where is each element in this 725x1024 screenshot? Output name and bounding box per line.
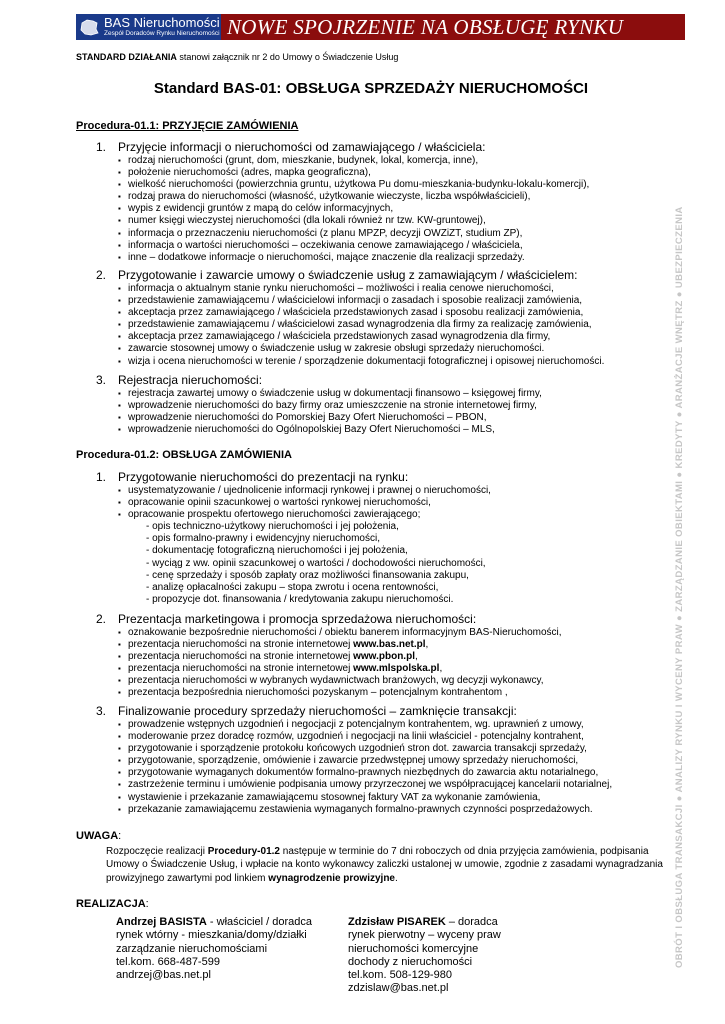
list-item: ▪ inne – dodatkowe informacje o nieruchomości, mające znaczenie dla realizacji sprzedaży. bbox=[118, 251, 525, 263]
sub-list-item: - opis techniczno-użytkowy nieruchomości i jej położenia, bbox=[146, 521, 399, 533]
list-item: ▪ wprowadzenie nieruchomości do Ogólnopolskiej Bazy Ofert Nieruchomości – MLS, bbox=[118, 424, 495, 436]
list-item: ▪ wprowadzenie nieruchomości do bazy firmy oraz umieszczenie na stronie internetowej firmy, bbox=[118, 400, 537, 412]
list-item: ▪ wypis z ewidencji gruntów z mapą do celów informacyjnych, bbox=[118, 203, 394, 215]
section-heading: 3. Rejestracja nieruchomości: bbox=[96, 373, 263, 387]
sub-list-item: - propozycje dot. finansowania / kredytowania zakupu nieruchomości. bbox=[146, 593, 454, 605]
side-service-list: OBRÓT I OBSŁUGA TRANSAKCJI ● ANALIZY RYNKU I WYCENY PRAW ● ZARZĄDZANIE OBIEKTAMI ● KREDYTY ● ARANŻACJE WNĘTRZ ● UBEZPIECZENIA bbox=[674, 206, 685, 968]
list-item: ▪ oznakowanie bezpośrednie nieruchomości / obiektu banerem informacyjnym BAS-Nieruchomości, bbox=[118, 627, 562, 638]
section-heading: 2. Przygotowanie i zawarcie umowy o świadczenie usług z zamawiającym / właścicielem: bbox=[96, 268, 578, 282]
note-text: Rozpoczęcie realizacji Procedury-01.2 następuje w terminie do 7 dni roboczych od dnia przyjęcia zamówienia, podpisania Umowy o Świadczenie Usług, i wpłacie na konto wykonawcy zaliczki ustalonej w umowie, zgodnie z zasadami wynagradzania prowizyjnego zawartymi pod linkiem wynagrodzenie prowizyjne. bbox=[106, 846, 663, 884]
contact-line: zarządzanie nieruchomościami bbox=[116, 942, 268, 955]
bullet-list bbox=[118, 155, 676, 264]
list-item: ▪ przedstawienie zamawiającemu / właścicielowi zasad wynagrodzenia dla firmy za realizację zamówienia, bbox=[118, 319, 592, 331]
contact-phone[interactable]: tel.kom. 668-487-599 bbox=[116, 955, 220, 968]
header-banner bbox=[76, 14, 685, 40]
proc2-section-3 bbox=[96, 704, 676, 816]
contact-card-basista bbox=[116, 916, 312, 982]
list-item: ▪ położenie nieruchomości (adres, mapka geograficzna), bbox=[118, 167, 371, 179]
list-item: ▪ prezentacja bezpośrednia nieruchomości pozyskanym – potencjalnym kontrahentom , bbox=[118, 687, 508, 699]
list-item: ▪ przygotowanie i sporządzenie protokołu końcowych uzgodnień stron dot. zawarcia transakcji sprzedaży, bbox=[118, 743, 587, 755]
doc-note-bold: STANDARD DZIAŁANIA bbox=[76, 52, 177, 62]
page-title: Standard BAS-01: OBSŁUGA SPRZEDAŻY NIERUCHOMOŚCI bbox=[153, 80, 589, 97]
sub-list bbox=[136, 521, 676, 606]
logo[interactable] bbox=[76, 14, 221, 40]
list-item: ▪ prezentacja nieruchomości w wybranych wydawnictwach branżowych, wg decyzji wykonawcy, bbox=[118, 675, 544, 687]
contact-card-pisarek bbox=[348, 916, 501, 996]
bullet-list bbox=[118, 627, 676, 700]
list-item: ▪ wprowadzenie nieruchomości do Pomorskiej Bazy Ofert Nieruchomości – PBON, bbox=[118, 412, 487, 424]
list-item: ▪ zastrzeżenie terminu i umówienie podpisania umowy przyrzeczonej we współpracującej kancelarii notarialnej, bbox=[118, 779, 613, 791]
section-heading: 1. Przyjęcie informacji o nieruchomości od zamawiającego / właściciela: bbox=[96, 140, 486, 154]
sub-list-item: - wyciąg z ww. opinii szacunkowej o wartości / dochodowości nieruchomości, bbox=[146, 557, 486, 569]
procedure-1-title: Procedura-01.1: PRZYJĘCIE ZAMÓWIENIA bbox=[76, 120, 299, 132]
list-item: ▪ wielkość nieruchomości (powierzchnia gruntu, użytkowa Pu domu-mieszkania-budynku-lokalu-komercji), bbox=[118, 179, 590, 191]
sub-list-item: - cenę sprzedaży i sposób zapłaty oraz możliwości finansowania zakupu, bbox=[146, 569, 469, 581]
section-heading: 2. Prezentacja marketingowa i promocja sprzedażowa nieruchomości: bbox=[96, 612, 477, 626]
procedure-2-title: Procedura-01.2: OBSŁUGA ZAMÓWIENIA bbox=[76, 449, 292, 461]
list-item: ▪ prezentacja nieruchomości na stronie internetowej www.mlspolska.pl, bbox=[118, 663, 443, 675]
contact-line: rynek pierwotny – wyceny praw bbox=[348, 929, 501, 942]
list-item: ▪ prowadzenie wstępnych uzgodnień i negocjacji z potencjalnym kontrahentem, wg. uprawnień z umowy, bbox=[118, 719, 584, 730]
list-item: ▪ informacja o wartości nieruchomości – oczekiwania cenowe zamawiającego / właściciela, bbox=[118, 239, 523, 251]
sub-list-item: - opis formalno-prawny i ewidencyjny nieruchomości, bbox=[146, 533, 380, 545]
list-item: ▪ przygotowanie, sporządzenie, omówienie i zawarcie przedwstępnej umowy sprzedaży nieruchomości, bbox=[118, 755, 579, 767]
sub-list-item: - analizę opłacalności zakupu – stopa zwrotu i ocena rentowności, bbox=[146, 581, 439, 593]
contact-line: dochody z nieruchomości bbox=[348, 955, 473, 968]
logo-title: BAS Nieruchomości bbox=[104, 15, 220, 30]
list-item: ▪ prezentacja nieruchomości na stronie internetowej www.bas.net.pl, bbox=[118, 639, 429, 651]
list-item: ▪ rejestracja zawartej umowy o świadczenie usług w dokumentacji finansowo – księgowej firmy, bbox=[118, 388, 542, 399]
list-item: ▪ rodzaj nieruchomości (grunt, dom, mieszkanie, budynek, lokal, komercja, inne), bbox=[118, 155, 479, 166]
commission-link[interactable]: wynagrodzenie prowizyjne bbox=[268, 872, 395, 884]
document-note bbox=[76, 52, 398, 62]
list-item: ▪ informacja o aktualnym stanie rynku nieruchomości – możliwości i realia cenowe nieruchomości, bbox=[118, 283, 554, 294]
list-item: ▪ zawarcie stosownej umowy o świadczenie usług w zakresie obsługi sprzedaży nieruchomości. bbox=[118, 343, 545, 355]
website-link[interactable]: www.mlspolska.pl bbox=[353, 663, 440, 675]
list-item: ▪ wizja i ocena nieruchomości w terenie / sporządzenie dokumentacji fotograficznej i opisowej nieruchomości. bbox=[118, 355, 605, 367]
list-item: ▪ numer księgi wieczystej nieruchomości (dla lokali również nr tzw. KW-gruntowej), bbox=[118, 215, 486, 227]
list-item: ▪ przekazanie zamawiającemu zestawienia wymaganych formalno-prawnych czynności posprzedażowych. bbox=[118, 803, 593, 815]
list-item: ▪ akceptacja przez zamawiającego / właściciela przedstawionych zasad i sposobu realizacji zamówienia, bbox=[118, 307, 584, 319]
contact-line: nieruchomości komercyjne bbox=[348, 942, 479, 955]
list-item: ▪ wystawienie i przekazanie zamawiającemu stosownej faktury VAT za wykonanie zamówienia, bbox=[118, 791, 541, 803]
doc-note-text: stanowi załącznik nr 2 do Umowy o Świadczenie Usług bbox=[176, 52, 399, 62]
realizacja-label: REALIZACJA: bbox=[76, 898, 149, 910]
contact-email[interactable]: zdzislaw@bas.net.pl bbox=[348, 982, 449, 995]
contact-email[interactable]: andrzej@bas.net.pl bbox=[116, 969, 211, 982]
list-item: ▪ akceptacja przez zamawiającego / właściciela przedstawionych zasad wynagrodzenia dla firmy, bbox=[118, 331, 551, 343]
proc2-section-2 bbox=[96, 612, 676, 700]
banner-slogan: NOWE SPOJRZENIE NA OBSŁUGĘ RYNKU bbox=[227, 15, 624, 39]
contact-phone[interactable]: tel.kom. 508-129-980 bbox=[348, 969, 452, 982]
proc1-section-2 bbox=[96, 268, 676, 368]
website-link[interactable]: www.bas.net.pl bbox=[353, 639, 426, 651]
poland-map-icon bbox=[79, 17, 99, 37]
contact-name-line: Zdzisław PISAREK – doradca bbox=[348, 916, 498, 928]
list-item: ▪ opracowanie opinii szacunkowej o wartości rynkowej nieruchomości, bbox=[118, 497, 431, 509]
proc2-section-1 bbox=[96, 470, 676, 606]
list-item: ▪ rodzaj prawa do nieruchomości (własność, użytkowanie wieczyste, liczba współwłaścicieli), bbox=[118, 191, 531, 203]
contact-name-line: Andrzej BASISTA - właściciel / doradca bbox=[116, 916, 313, 928]
section-heading: 1. Przygotowanie nieruchomości do prezentacji na rynku: bbox=[96, 470, 409, 484]
bullet-list bbox=[118, 719, 676, 816]
list-item: ▪ przygotowanie wymaganych dokumentów formalno-prawnych niezbędnych do zawarcia aktu notarialnego, bbox=[118, 767, 599, 779]
bullet-list bbox=[118, 388, 676, 436]
bullet-list bbox=[118, 283, 676, 368]
list-item: ▪ moderowanie przez doradcę rozmów, uzgodnień i negocjacji na linii właściciel - potencjalny kontrahent, bbox=[118, 731, 584, 743]
website-link[interactable]: www.pbon.pl bbox=[353, 651, 415, 663]
bullet-list bbox=[118, 485, 676, 606]
list-item: ▪ prezentacja nieruchomości na stronie internetowej www.pbon.pl, bbox=[118, 651, 418, 663]
section-heading: 3. Finalizowanie procedury sprzedaży nieruchomości – zamknięcie transakcji: bbox=[96, 704, 517, 718]
proc1-section-1 bbox=[96, 140, 676, 264]
sub-list-item: - dokumentację fotograficzną nieruchomości i jej położenia, bbox=[146, 545, 408, 557]
list-item: ▪ przedstawienie zamawiającemu / właścicielowi informacji o zasadach i sposobie realizacji zamówienia, bbox=[118, 295, 583, 307]
list-item: ▪ informacja o przeznaczeniu nieruchomości (z planu MPZP, decyzji OWZiZT, studium ZP), bbox=[118, 227, 523, 239]
logo-subtitle: Zespół Doradców Rynku Nieruchomości bbox=[104, 30, 220, 37]
note-label: UWAGA: bbox=[76, 830, 122, 842]
list-item: ▪ opracowanie prospektu ofertowego nieruchomości zawierającego; - opis techniczno-użytkowy nieruchomości i jej położenia, - opis formalno-prawny i ewidencyjny nieruchomości, - dokumentację fotograficzną nieruchomości i jej położenia, - wyciąg z ww. opinii szacunkowej o wartości / dochodowości nieruchomości, - cenę sprzedaży i sposób zapłaty oraz możliwości finansowania zakupu, - analizę opłacalności zakupu – stopa zwrotu i ocena rentowności, - propozycje dot. finansowania / kredytowania zakupu nieruchomości. bbox=[118, 509, 676, 606]
proc1-section-3 bbox=[96, 373, 676, 436]
contact-line: rynek wtórny - mieszkania/domy/działki bbox=[116, 929, 307, 942]
list-item: ▪ usystematyzowanie / ujednolicenie informacji rynkowej i prawnej o nieruchomości, bbox=[118, 485, 491, 496]
